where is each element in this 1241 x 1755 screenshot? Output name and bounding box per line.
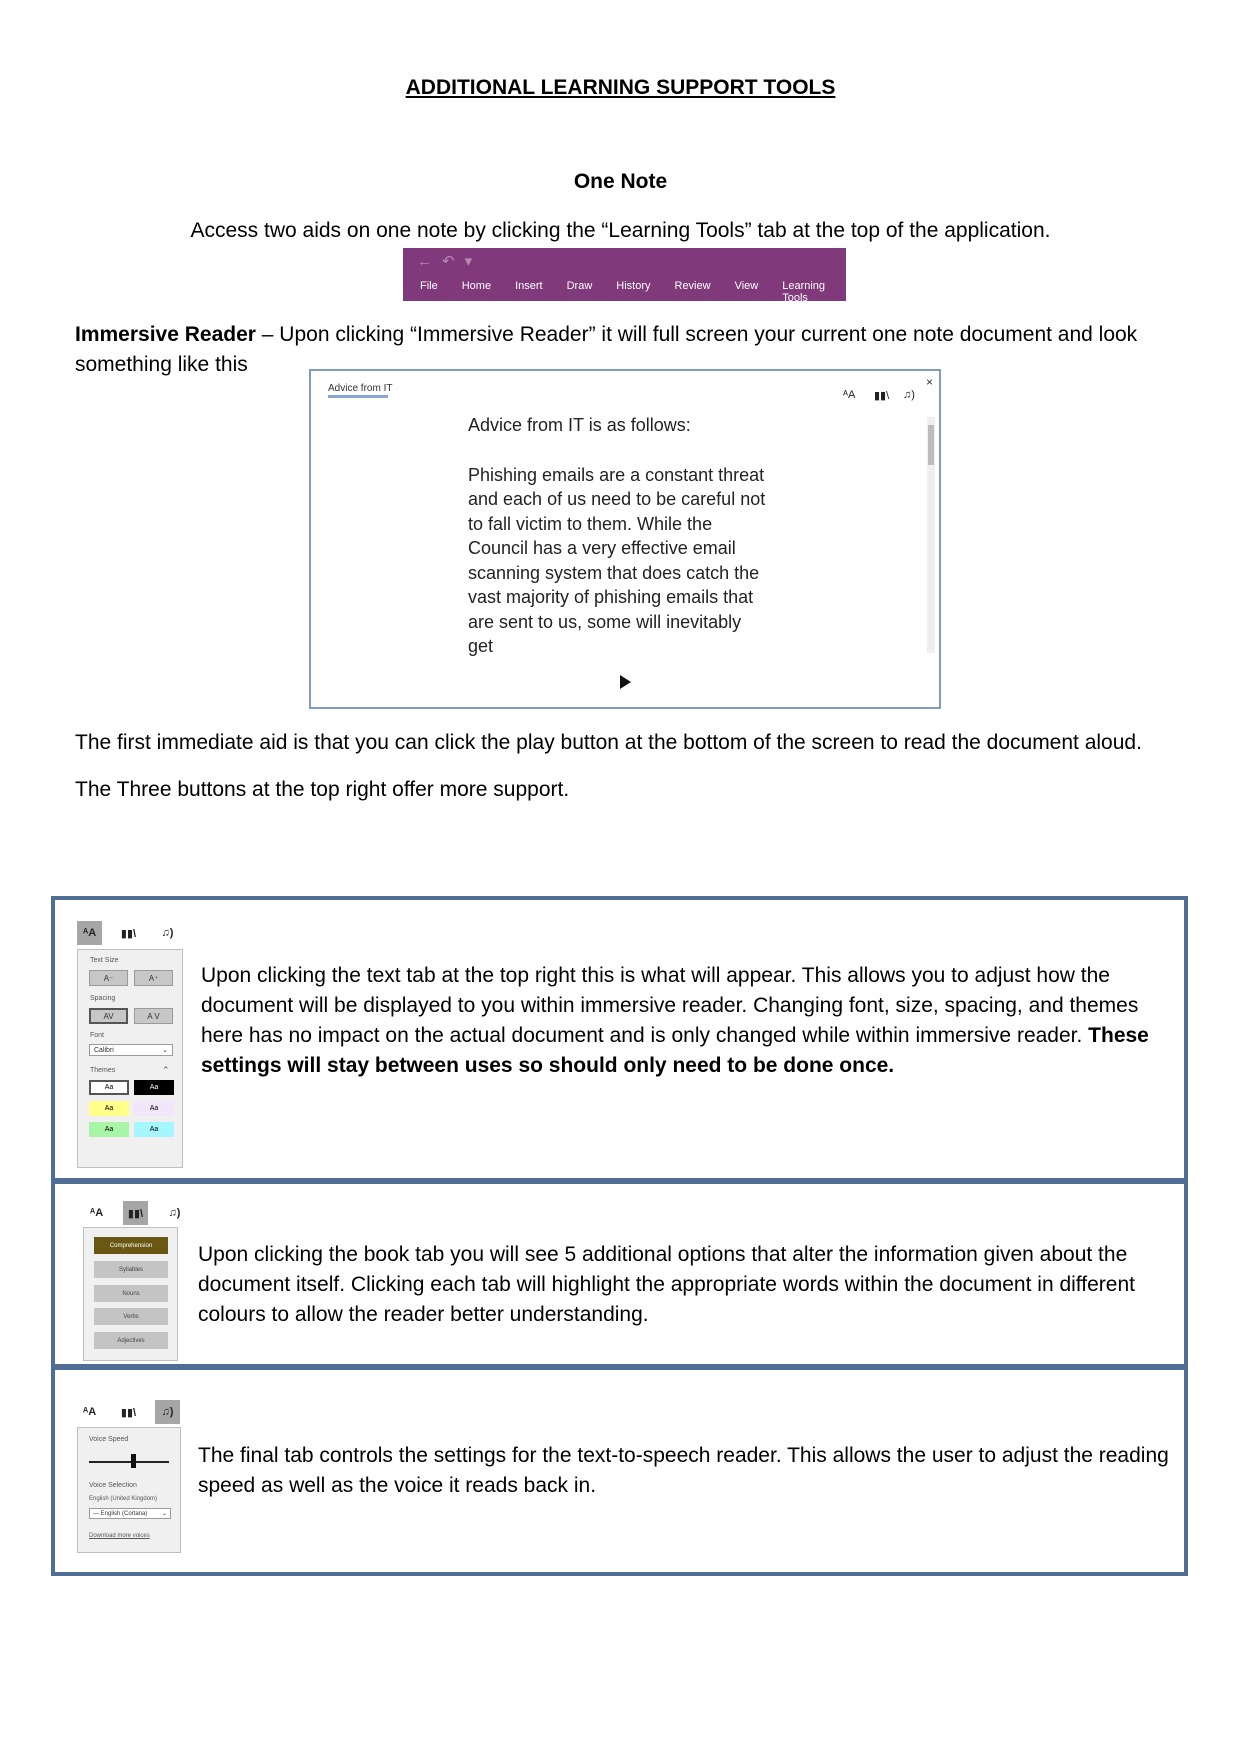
voice-speed-track — [89, 1461, 169, 1463]
book-icon[interactable]: ▮▮\ — [120, 927, 137, 940]
font-select[interactable] — [89, 1044, 173, 1056]
ribbon-tab-insert[interactable]: Insert — [515, 280, 543, 292]
ribbon-tab-learning-tools[interactable]: Learning Tools — [782, 280, 826, 304]
text-options-panel — [77, 949, 183, 1168]
book-icon[interactable]: ▮▮\ — [120, 1406, 137, 1419]
voice-icon[interactable]: ♫) — [903, 389, 915, 401]
play-icon[interactable] — [620, 675, 631, 689]
voice-icon[interactable]: ♫) — [168, 1207, 181, 1219]
onenote-ribbon — [403, 248, 846, 304]
narrow-spacing-button[interactable]: AV — [89, 1008, 128, 1024]
text-tab-description-bold: These settings will stay between uses so should only need to be done once. — [201, 1024, 1149, 1077]
text-tab-description-body: Upon clicking the text tab at the top right this is what will appear. This allows you to adjust how the document will be displayed to you within immersive reader. Changing font, size, spacing, and themes here has no impact on the actual document and is only changed while within immersive reader. — [201, 964, 1139, 1047]
text-options-icon[interactable]: ᴬA — [77, 921, 102, 945]
reader-content — [468, 413, 768, 656]
comprehension-button[interactable]: Comprehension — [94, 1237, 168, 1254]
voice-speed-slider[interactable] — [131, 1454, 136, 1468]
ribbon-tab-home[interactable]: Home — [461, 280, 492, 292]
voice-speed-label: Voice Speed — [89, 1436, 129, 1443]
quick-access-icons: ←↶▾ — [417, 253, 483, 270]
book-icon[interactable]: ▮▮\ — [874, 390, 890, 402]
reader-scrollbar[interactable] — [927, 417, 935, 653]
font-select-value: Calibri — [94, 1046, 114, 1054]
voice-options-panel — [77, 1427, 181, 1553]
voice-panel-tabs — [77, 1400, 194, 1424]
increase-size-button[interactable]: A⁺ — [134, 970, 173, 986]
immersive-reader-text: – Upon clicking “Immersive Reader” it will full screen your current one note document and look something like this — [75, 323, 1138, 376]
section-title: One Note — [573, 170, 668, 193]
book-tab-description: Upon clicking the book tab you will see 5 additional options that alter the information given about the document itself. Clicking each tab will highlight the appropriate words within the document in different colours to allow the reader better understanding. — [198, 1243, 1135, 1326]
voice-tab-description: The final tab controls the settings for the text-to-speech reader. This allows the user to adjust the reading speed as well as the voice it reads back in. — [198, 1444, 1169, 1497]
syllables-button[interactable]: Syllables — [94, 1261, 168, 1278]
decrease-size-button[interactable]: A⁻ — [89, 970, 128, 986]
three-buttons-paragraph: The Three buttons at the top right offer more support. — [75, 778, 570, 801]
ribbon-tab-history[interactable]: History — [616, 280, 651, 292]
reader-heading: Advice from IT is as follows: — [468, 415, 691, 435]
verbs-button[interactable]: Verbs — [94, 1308, 168, 1325]
text-panel-tabs — [77, 921, 194, 945]
ribbon-tab-draw[interactable]: Draw — [566, 280, 593, 292]
text-options-icon[interactable]: ᴬA — [89, 1207, 104, 1219]
voice-icon[interactable]: ♫) — [155, 1400, 180, 1424]
text-options-icon[interactable]: ᴬA — [82, 1406, 97, 1418]
ribbon-tab-review[interactable]: Review — [674, 280, 711, 292]
aid-paragraph: The first immediate aid is that you can click the play button at the bottom of the screen to read the document aloud. — [75, 731, 1142, 754]
ribbon-tab-file[interactable]: File — [420, 280, 438, 292]
font-label: Font — [90, 1032, 105, 1039]
chevron-down-icon: ⌄ — [162, 1047, 168, 1054]
grammar-options-panel — [83, 1227, 178, 1361]
chevron-up-icon: ⌃ — [162, 1065, 170, 1075]
reader-body: Phishing emails are a constant threat and each of us need to be careful not to fall victim to them. While the Council has a very effective email scanning system that does catch the vast majority of phishing emails that are sent to us, some will inevitably get — [468, 464, 766, 656]
voice-selection-label: Voice Selection — [89, 1482, 137, 1489]
voice-language: English (United Kingdom) — [89, 1496, 158, 1502]
reader-doc-name: Advice from IT — [328, 383, 393, 394]
scrollbar-thumb[interactable] — [928, 425, 934, 465]
themes-label: Themes — [90, 1067, 116, 1074]
theme-swatch-green[interactable]: Aa — [89, 1122, 129, 1137]
theme-swatch-cyan[interactable]: Aa — [134, 1122, 174, 1137]
row-divider — [53, 1364, 1186, 1370]
book-panel-tabs — [84, 1201, 201, 1225]
chevron-down-icon: ⌄ — [161, 1511, 167, 1517]
text-size-label: Text Size — [90, 957, 119, 964]
book-icon[interactable]: ▮▮\ — [123, 1201, 148, 1225]
voice-select-value: — English (Cortana) — [93, 1510, 148, 1517]
spacing-label: Spacing — [90, 995, 116, 1002]
text-options-icon[interactable]: ᴬA — [843, 389, 856, 401]
theme-swatch-black[interactable]: Aa — [134, 1080, 174, 1095]
voice-icon[interactable]: ♫) — [161, 927, 174, 939]
document-title: ADDITIONAL LEARNING SUPPORT TOOLS — [405, 76, 836, 99]
theme-swatch-yellow[interactable]: Aa — [89, 1101, 129, 1116]
download-voices-link[interactable]: Download more voices — [89, 1533, 150, 1539]
wide-spacing-button[interactable]: A V — [134, 1008, 173, 1024]
immersive-reader-label: Immersive Reader — [75, 323, 256, 346]
voice-select[interactable] — [89, 1508, 171, 1519]
reader-doc-meta — [328, 395, 388, 398]
nouns-button[interactable]: Nouns — [94, 1285, 168, 1302]
intro-paragraph: Access two aids on one note by clicking the “Learning Tools” tab at the top of the application. — [190, 219, 1051, 242]
row-divider — [53, 1178, 1186, 1184]
theme-swatch-lavender[interactable]: Aa — [134, 1101, 174, 1116]
adjectives-button[interactable]: Adjectives — [94, 1332, 168, 1349]
close-icon[interactable]: × — [925, 375, 933, 389]
immersive-reader-window — [309, 369, 941, 709]
text-tab-description — [201, 961, 1171, 1081]
ribbon-tab-view[interactable]: View — [734, 280, 759, 292]
theme-swatch-white[interactable]: Aa — [89, 1080, 129, 1095]
